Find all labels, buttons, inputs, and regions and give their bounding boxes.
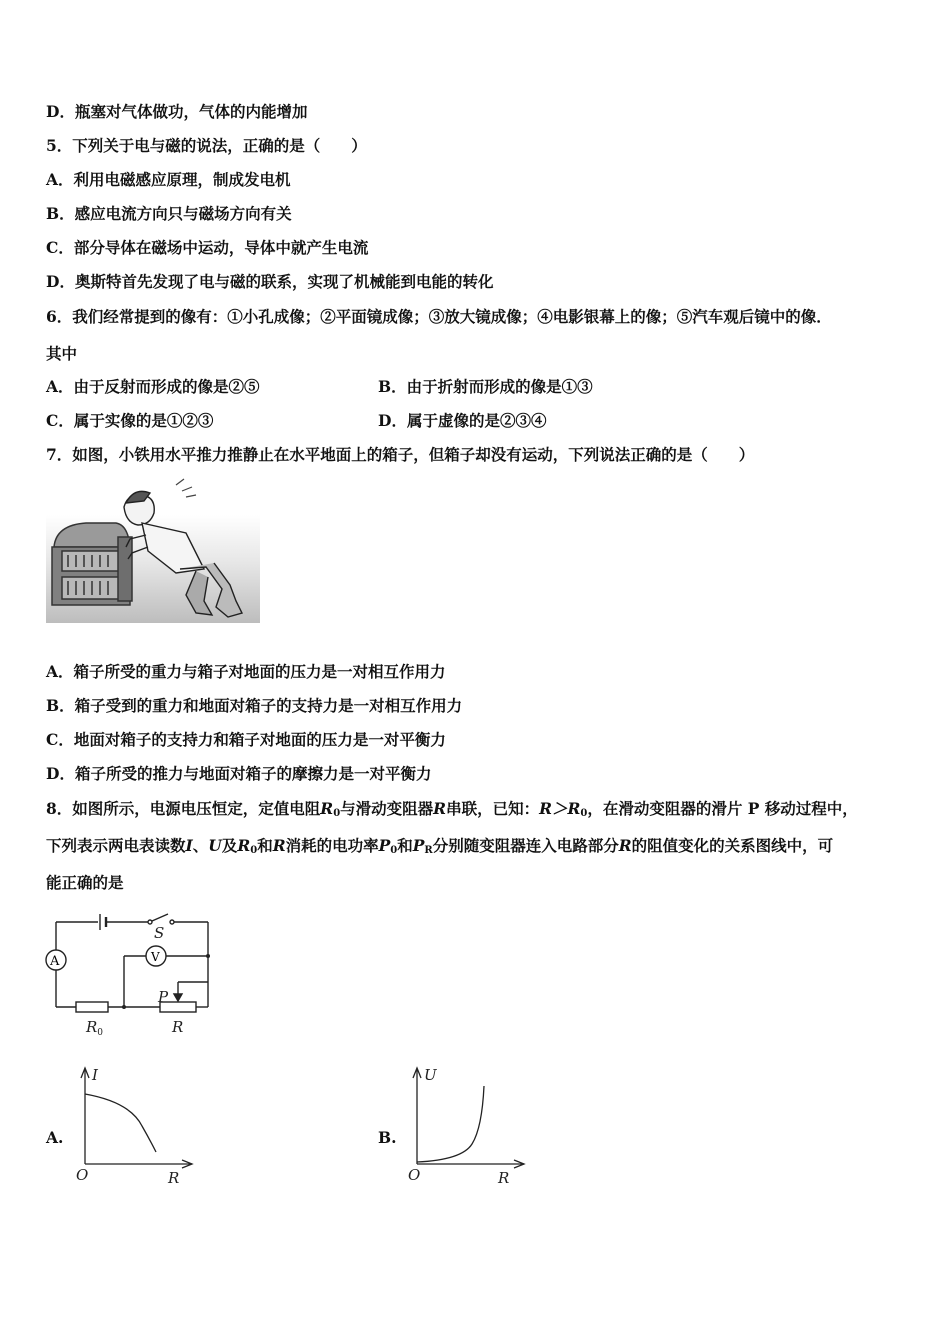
q5-option-a: A．利用电磁感应原理，制成发电机 bbox=[46, 170, 291, 189]
sweat-marks bbox=[176, 479, 196, 497]
graph-b-ylabel: U bbox=[424, 1066, 437, 1084]
r0-label: $R_0$ bbox=[86, 1018, 104, 1038]
graph-b-option: B. bbox=[378, 1128, 397, 1147]
graph-a-curve bbox=[85, 1094, 156, 1152]
graph-a-option: A. bbox=[46, 1128, 64, 1147]
q8-stem-line1: 8．如图所示，电源电压恒定，定值电阻$R_0$与滑动变阻器R串联，已知：$R>R_0$，在滑动变阻器的滑片 P 移动过程中， bbox=[46, 799, 858, 819]
q6-option-b: B．由于折射而形成的像是①③ bbox=[378, 377, 593, 396]
voltmeter-label: V bbox=[151, 950, 160, 964]
graph-b-xlabel: R bbox=[498, 1169, 510, 1187]
q6-option-c: C．属于实像的是①②③ bbox=[46, 411, 214, 430]
graph-a bbox=[70, 1064, 200, 1188]
boy-pushing-box-illustration bbox=[46, 477, 260, 623]
switch-pivot bbox=[148, 920, 152, 924]
chest bbox=[52, 523, 132, 605]
q5-option-c: C．部分导体在磁场中运动，导体中就产生电流 bbox=[46, 238, 369, 257]
q5-option-b: B．感应电流方向只与磁场方向有关 bbox=[46, 204, 292, 223]
q4-option-d: D．瓶塞对气体做功，气体的内能增加 bbox=[46, 102, 308, 121]
q8-stem-line2: 下列表示两电表读数I、U及$R_0$和R消耗的电功率$P_0$和$P_R$分别随变阻器连入电路部分R的阻值变化的关系图线中，可 bbox=[46, 836, 834, 856]
q7-option-a: A．箱子所受的重力与箱子对地面的压力是一对相互作用力 bbox=[46, 662, 446, 681]
q6-option-a: A．由于反射而形成的像是②⑤ bbox=[46, 377, 260, 396]
circuit-diagram bbox=[40, 902, 220, 1042]
graph-b-origin: O bbox=[408, 1166, 421, 1184]
q6-stem: 6．我们经常提到的像有：①小孔成像；②平面镜成像；③放大镜成像；④电影银幕上的像；⑤汽车观后镜中的像． bbox=[46, 307, 832, 326]
q5-stem: 5．下列关于电与磁的说法，正确的是（ ） bbox=[46, 136, 367, 155]
graph-b-curve bbox=[417, 1086, 484, 1162]
q7-option-d: D．箱子所受的推力与地面对箱子的摩擦力是一对平衡力 bbox=[46, 764, 432, 783]
ammeter-label: A bbox=[50, 954, 60, 969]
switch-blade bbox=[152, 914, 168, 921]
graph-a-ylabel: I bbox=[92, 1066, 98, 1084]
q7-option-b: B．箱子受到的重力和地面对箱子的支持力是一对相互作用力 bbox=[46, 696, 463, 715]
switch-label: S bbox=[154, 924, 165, 942]
q8-stem-line3: 能正确的是 bbox=[46, 873, 124, 892]
q6-option-d: D．属于虚像的是②③④ bbox=[378, 411, 547, 430]
r-label: R bbox=[172, 1018, 184, 1036]
graph-a-xlabel: R bbox=[168, 1169, 180, 1187]
q7-option-c: C．地面对箱子的支持力和箱子对地面的压力是一对平衡力 bbox=[46, 730, 446, 749]
q7-stem: 7．如图，小铁用水平推力推静止在水平地面上的箱子，但箱子却没有运动，下列说法正确的是（ ） bbox=[46, 445, 755, 464]
q5-option-d: D．奥斯特首先发现了电与磁的联系，实现了机械能到电能的转化 bbox=[46, 272, 494, 291]
resistor-r0 bbox=[76, 1002, 108, 1012]
graph-b bbox=[402, 1064, 532, 1188]
graph-a-origin: O bbox=[76, 1166, 89, 1184]
q6-stem-continued: 其中 bbox=[46, 344, 78, 363]
slider-label: P bbox=[158, 988, 169, 1006]
